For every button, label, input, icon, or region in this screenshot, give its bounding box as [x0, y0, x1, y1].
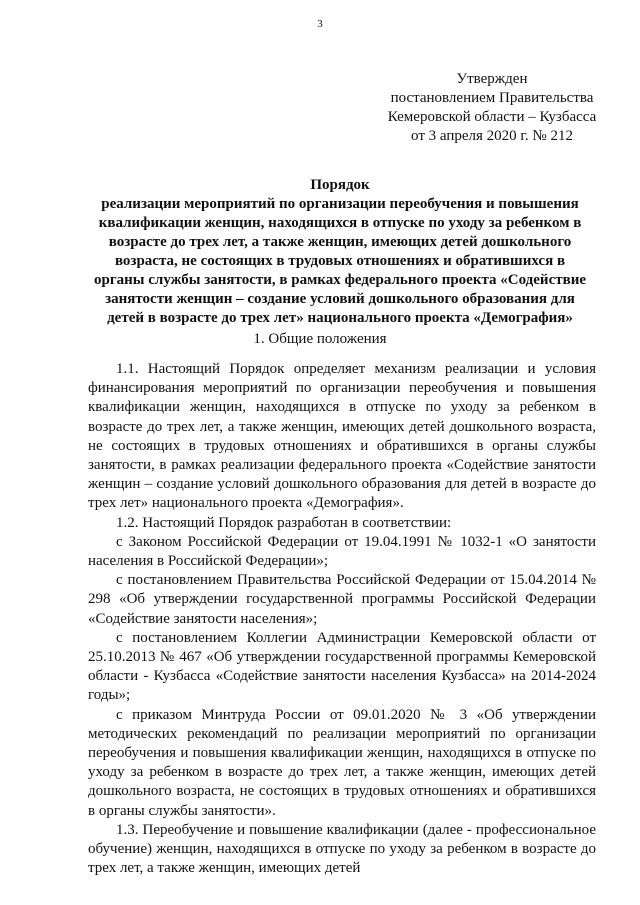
title-line: Порядок	[310, 177, 370, 193]
title-line: возраста, не состоящих в трудовых отношениях и обратившихся в	[114, 253, 566, 269]
title-line: возрасте до трех лет, а также женщин, имеющих детей дошкольного	[108, 234, 572, 250]
paragraph: 1.1. Настоящий Порядок определяет механизм реализации и условия финансирования мероприятий по организации переобучения и повышения квалификации женщин, находящихся в отпуске по уходу за ребенком в возрасте до трех лет, а также женщин, имеющих детей дошкольного возраста, не состоящих в трудовых отношениях и обратившихся в органы службы занятости, в рамках реализации федерального проекта «Содействие занятости женщин – создание условий дошкольного образования для детей в возрасте до трех лет» национального проекта «Демография».	[88, 361, 596, 512]
paragraph: с Законом Российской Федерации от 19.04.1991 № 1032-1 «О занятости населения в Российской Федерации»;	[88, 533, 596, 570]
paragraph: с приказом Минтруда России от 09.01.2020 № 3 «Об утверждении методических рекомендаций по реализации мероприятий по организации переобучения и повышения квалификации женщин, находящихся в отпуске по уходу за ребенком в возрасте до трех лет, а также женщин, имеющих детей дошкольного возраста, не состоящих в трудовых отношениях и обратившихся в органы службы занятости».	[88, 706, 596, 819]
document-title	[60, 176, 620, 328]
title-line: занятости женщин – создание условий дошкольного образования для	[105, 291, 575, 307]
paragraph: с постановлением Правительства Российской Федерации от 15.04.2014 № 298 «Об утверждении государственной программы Российской Федерации «Содействие занятости населения»;	[88, 572, 596, 627]
paragraph: 1.2. Настоящий Порядок разработан в соответствии:	[116, 514, 452, 531]
approval-line: постановлением Правительства	[390, 90, 594, 106]
paragraph: 1.3. Переобучение и повышение квалификации (далее - профессиональное обучение) женщин, находящихся в отпуске по уходу за ребенком в возрасте до трех лет, а также женщин, имеющих детей	[88, 821, 596, 877]
title-line: детей в возрасте до трех лет» национального проекта «Демография»	[107, 310, 573, 326]
paragraph: с постановлением Коллегии Администрации Кемеровской области от 25.10.2013 № 467 «Об утверждении государственной программы Кемеровской области - Кузбасса «Содействие занятости населения Кузбасса» на 2014-2024 годы»;	[88, 629, 596, 704]
title-line: реализации мероприятий по организации переобучения и повышения	[101, 196, 579, 212]
page-number: 3	[317, 18, 323, 30]
approval-block	[382, 70, 602, 146]
approval-line: Кемеровской области – Кузбасса	[387, 109, 597, 125]
title-line: квалификации женщин, находящихся в отпуске по уходу за ребенком в	[98, 215, 582, 231]
approval-line: от 3 апреля 2020 г. № 212	[411, 128, 573, 144]
body-text	[88, 360, 596, 878]
approval-line: Утвержден	[456, 71, 528, 87]
section-heading: 1. Общие положения	[253, 331, 387, 347]
title-line: органы службы занятости, в рамках федерального проекта «Содействие	[93, 272, 586, 288]
